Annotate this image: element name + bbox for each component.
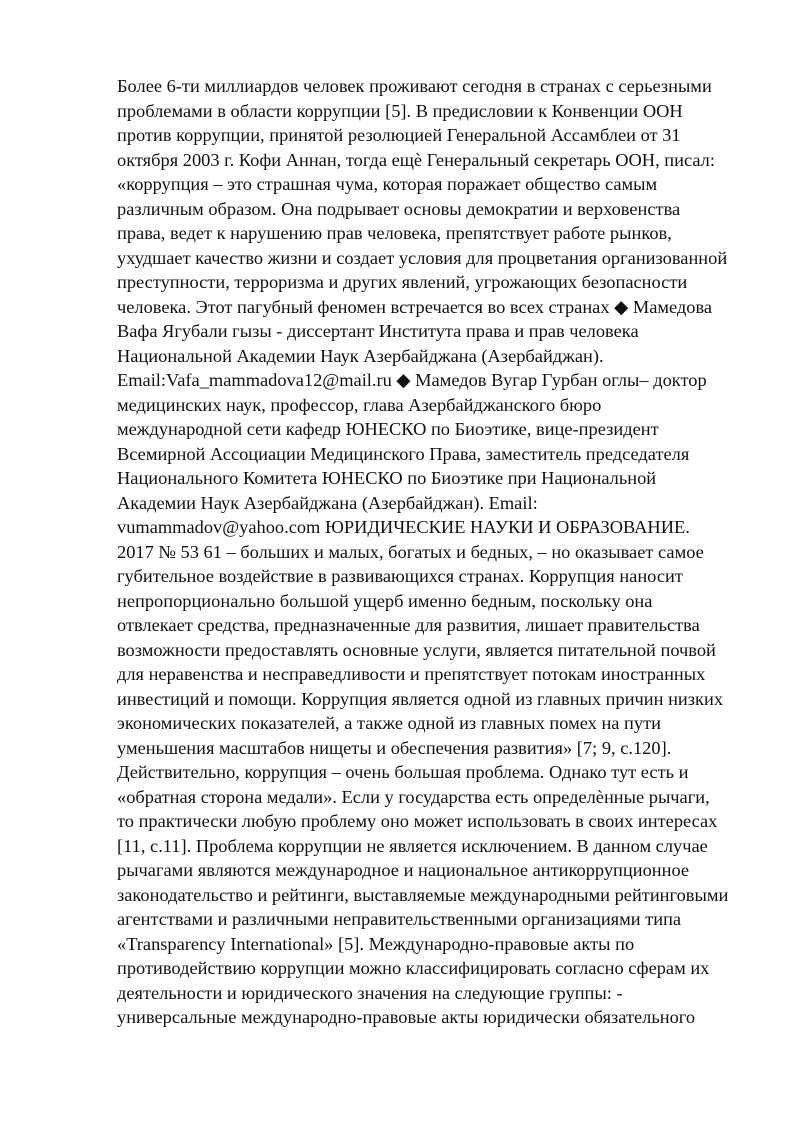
text-line: ухудшает качество жизни и создает условия для процветания организованной <box>117 247 728 268</box>
text-line: права, ведет к нарушению прав человека, препятствует работе рынков, <box>117 223 672 243</box>
text-line: Вафа Ягубали гызы - диссертант Института права и прав человека <box>117 321 639 341</box>
text-line: Более 6-ти миллиардов человек проживают сегодня в странах с серьезными <box>117 76 712 96</box>
text-line: Национального Комитета ЮНЕСКО по Биоэтике при Национальной <box>117 468 657 488</box>
text-line: [11, с.11]. Проблема коррупции не является исключением. В данном случае <box>117 835 708 856</box>
text-line: законодательство и рейтинги, выставляемые международными рейтинговыми <box>117 884 729 905</box>
text-line: «обратная сторона медали». Если у государства есть определѐнные рычаги, <box>117 786 710 807</box>
text-line: «коррупция – это страшная чума, которая поражает общество самым <box>117 174 658 194</box>
text-line: Email:Vafa_mammadova12@mail.ru ◆ Мамедов Вугар Гурбан оглы– доктор <box>117 370 707 390</box>
text-line: октября 2003 г. Кофи Аннан, тогда ещѐ Генеральный секретарь ООН, писал: <box>117 149 715 170</box>
text-line: рычагами являются международное и национальное антикоррупционное <box>117 860 690 880</box>
body-text <box>117 74 757 1030</box>
text-line: для неравенства и несправедливости и препятствует потокам иностранных <box>117 664 706 684</box>
text-line: «Transparency International» [5]. Международно-правовые акты по <box>117 933 635 954</box>
text-line: деятельности и юридического значения на следующие группы: - <box>117 982 623 1003</box>
text-line: человека. Этот пагубный феномен встречается во всех странах ◆ Мамедова <box>117 296 713 317</box>
text-line: возможности предоставлять основные услуги, является питательной почвой <box>117 639 716 660</box>
text-line: Действительно, коррупция – очень большая проблема. Однако тут есть и <box>117 762 689 782</box>
text-line: различным образом. Она подрывает основы демократии и верховенства <box>117 198 681 219</box>
text-line: медицинских наук, профессор, глава Азербайджанского бюро <box>117 394 602 415</box>
text-line: Академии Наук Азербайджана (Азербайджан). Email: <box>117 492 538 513</box>
text-line: губительное воздействие в развивающихся странах. Коррупция наносит <box>117 566 683 586</box>
text-line: универсальные международно-правовые акты юридически обязательного <box>117 1007 696 1027</box>
text-line: отвлекает средства, предназначенные для развития, лишает правительства <box>117 615 700 635</box>
text-line: непропорционально большой ущерб именно бедным, поскольку она <box>117 590 653 611</box>
text-line: Всемирной Ассоциации Медицинского Права, заместитель председателя <box>117 443 690 464</box>
text-line: преступности, терроризма и других явлений, угрожающих безопасности <box>117 272 688 292</box>
text-line: международной сети кафедр ЮНЕСКО по Биоэтике, вице-президент <box>117 419 659 439</box>
text-line: агентствами и различными неправительственными организациями типа <box>117 909 682 929</box>
text-line: противодействию коррупции можно классифицировать согласно сферам их <box>117 958 710 978</box>
text-line: vumammadov@yahoo.com ЮРИДИЧЕСКИЕ НАУКИ И ОБРАЗОВАНИЕ. <box>117 517 690 537</box>
text-line: уменьшения масштабов нищеты и обеспечения развития» [7; 9, с.120]. <box>117 737 672 758</box>
text-line: экономических показателей, а также одной из главных помех на пути <box>117 713 661 733</box>
text-line: против коррупции, принятой резолюцией Генеральной Ассамблеи от 31 <box>117 125 681 145</box>
text-line: то практически любую проблему оно может использовать в своих интересах <box>117 811 718 831</box>
text-line: инвестиций и помощи. Коррупция является одной из главных причин низких <box>117 688 724 709</box>
text-line: 2017 № 53 61 – больших и малых, богатых и бедных, – но оказывает самое <box>117 541 704 562</box>
text-line: проблемами в области коррупции [5]. В предисловии к Конвенции ООН <box>117 100 683 121</box>
text-line: Национальной Академии Наук Азербайджана (Азербайджан). <box>117 345 604 366</box>
